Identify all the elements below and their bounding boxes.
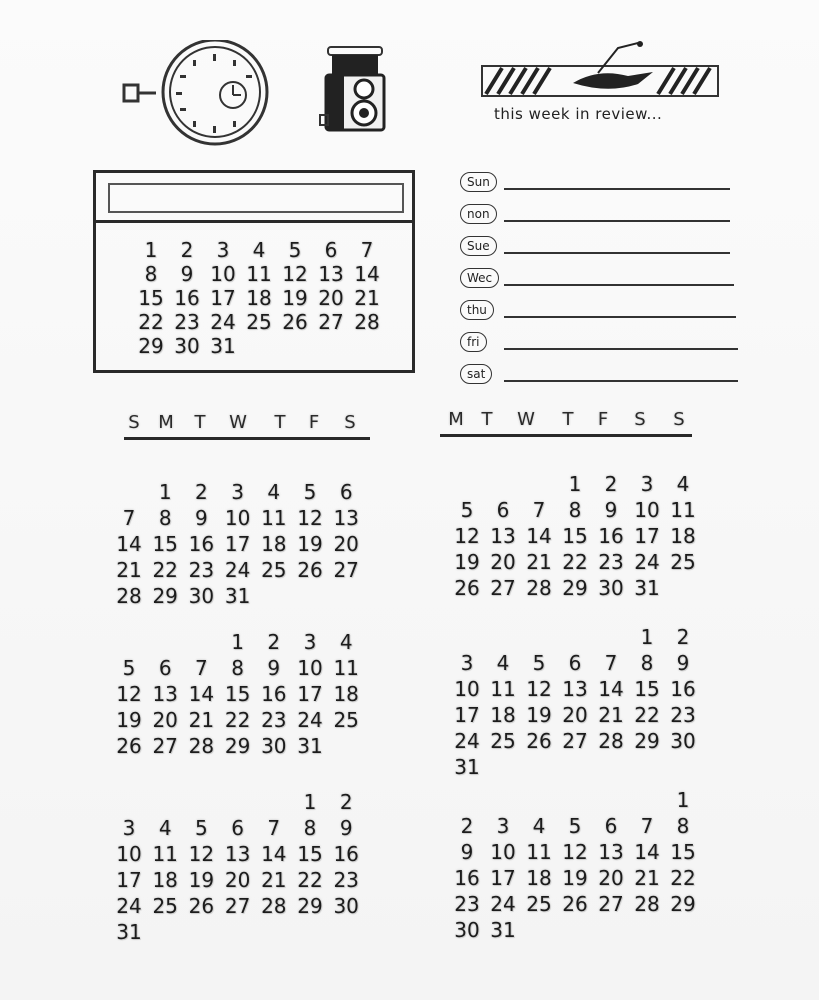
calendar-day: 3 (231, 480, 244, 504)
calendar-day: 3 (460, 651, 474, 675)
calendar-day: 30 (333, 894, 359, 918)
boxed-calendar-day: 14 (354, 262, 380, 286)
boxed-calendar-day: 11 (246, 262, 272, 286)
calendar-day: 3 (122, 816, 136, 840)
calendar-day: 17 (297, 682, 323, 706)
calendar-day: 31 (224, 584, 251, 608)
calendar-day: 19 (116, 708, 142, 732)
weekday-header-letter: T (274, 412, 286, 433)
calendar-day: 20 (224, 868, 251, 892)
weekday-oval-label: thu (460, 300, 494, 320)
boxed-calendar-day: 7 (360, 238, 374, 262)
calendar-day: 22 (152, 558, 178, 582)
weekday-row (460, 236, 760, 260)
calendar-day: 10 (454, 677, 480, 701)
boxed-calendar-day: 25 (246, 310, 272, 334)
boxed-calendar-day: 12 (282, 262, 308, 286)
calendar-day: 13 (152, 682, 178, 706)
boxed-calendar-day: 26 (282, 310, 308, 334)
weekday-header-letter: T (481, 409, 493, 430)
calendar-day: 6 (604, 814, 618, 838)
calendar-day: 4 (339, 630, 353, 654)
calendar-day: 3 (303, 630, 317, 654)
calendar-day: 25 (670, 550, 696, 574)
calendar-day: 16 (261, 682, 287, 706)
weekday-header-letter: T (562, 409, 574, 430)
calendar-day: 24 (224, 558, 251, 582)
boxed-calendar-day: 6 (324, 238, 338, 262)
calendar-day: 22 (224, 708, 251, 732)
calendar-day: 6 (231, 816, 244, 840)
weekday-oval-label: sat (460, 364, 492, 384)
calendar-day: 27 (598, 892, 624, 916)
calendar-day: 21 (598, 703, 624, 727)
boxed-calendar-divider (96, 220, 412, 223)
calendar-day: 18 (261, 532, 287, 556)
calendar-day: 13 (333, 506, 359, 530)
calendar-day: 11 (261, 506, 287, 530)
calendar-day: 8 (158, 506, 172, 530)
calendar-day: 9 (460, 840, 474, 864)
calendar-day: 30 (598, 576, 624, 600)
calendar-day: 10 (116, 842, 142, 866)
calendar-day: 28 (598, 729, 624, 753)
boxed-calendar-day: 8 (144, 262, 158, 286)
calendar-day: 19 (454, 550, 480, 574)
calendar-day: 29 (297, 894, 323, 918)
calendar-day: 13 (562, 677, 588, 701)
calendar-day: 7 (122, 506, 136, 530)
calendar-day: 19 (562, 866, 588, 890)
calendar-day: 6 (496, 498, 510, 522)
calendar-day: 28 (116, 584, 142, 608)
weekday-header-letter: W (229, 412, 247, 433)
calendar-day: 28 (261, 894, 287, 918)
calendar-day: 4 (496, 651, 510, 675)
calendar-day: 15 (152, 532, 178, 556)
calendar-day: 2 (676, 625, 690, 649)
boxed-calendar-day: 23 (174, 310, 200, 334)
calendar-day: 26 (526, 729, 552, 753)
calendar-day: 14 (634, 840, 660, 864)
calendar-day: 20 (333, 532, 359, 556)
header-rule-left (124, 437, 370, 440)
calendar-day: 30 (188, 584, 215, 608)
calendar-day: 9 (267, 656, 281, 680)
calendar-day: 14 (116, 532, 142, 556)
washi-tape-bird-icon (478, 38, 728, 108)
boxed-calendar-day: 18 (246, 286, 272, 310)
calendar-day: 18 (152, 868, 178, 892)
calendar-day: 18 (670, 524, 696, 548)
calendar-day: 10 (634, 498, 660, 522)
weekday-header-letter: S (673, 409, 685, 430)
calendar-day: 18 (526, 866, 552, 890)
calendar-day: 26 (116, 734, 142, 758)
weekday-oval-label: fri (460, 332, 487, 352)
calendar-day: 7 (195, 656, 208, 680)
calendar-day: 21 (116, 558, 142, 582)
calendar-day: 2 (460, 814, 474, 838)
calendar-day: 22 (634, 703, 660, 727)
calendar-day: 1 (640, 625, 654, 649)
calendar-day: 20 (562, 703, 588, 727)
calendar-day: 29 (634, 729, 660, 753)
tape-caption: this week in review... (494, 105, 663, 123)
calendar-day: 5 (303, 480, 317, 504)
calendar-day: 13 (598, 840, 624, 864)
calendar-day: 9 (195, 506, 208, 530)
weekday-row (460, 204, 760, 228)
calendar-day: 8 (303, 816, 317, 840)
calendar-day: 12 (297, 506, 323, 530)
calendar-day: 21 (261, 868, 287, 892)
calendar-day: 11 (333, 656, 359, 680)
weekday-row (460, 172, 760, 196)
boxed-calendar-day: 3 (216, 238, 230, 262)
calendar-day: 25 (333, 708, 359, 732)
weekday-header-letter: M (448, 409, 464, 430)
calendar-day: 15 (670, 840, 696, 864)
calendar-day: 31 (116, 920, 142, 944)
weekday-oval-label: non (460, 204, 497, 224)
calendar-day: 11 (490, 677, 516, 701)
calendar-day: 16 (454, 866, 480, 890)
calendar-day: 31 (634, 576, 660, 600)
weekday-writing-line (504, 220, 730, 222)
boxed-calendar-day: 1 (144, 238, 158, 262)
calendar-day: 30 (670, 729, 696, 753)
calendar-day: 19 (188, 868, 215, 892)
calendar-day: 13 (490, 524, 516, 548)
calendar-day: 20 (152, 708, 178, 732)
boxed-calendar-day: 10 (210, 262, 236, 286)
boxed-calendar-day: 9 (180, 262, 194, 286)
calendar-day: 21 (188, 708, 215, 732)
calendar-day: 16 (670, 677, 696, 701)
calendar-day: 4 (158, 816, 172, 840)
calendar-day: 9 (676, 651, 690, 675)
boxed-calendar-day: 31 (210, 334, 236, 358)
calendar-day: 23 (598, 550, 624, 574)
weekday-oval-label: Sue (460, 236, 497, 256)
weekday-header-letter: S (128, 412, 140, 433)
calendar-day: 24 (634, 550, 660, 574)
calendar-day: 17 (454, 703, 480, 727)
calendar-day: 26 (454, 576, 480, 600)
boxed-calendar-day: 15 (138, 286, 164, 310)
calendar-day: 31 (454, 755, 480, 779)
calendar-day: 17 (224, 532, 251, 556)
weekday-writing-line (504, 284, 734, 286)
weekday-writing-line (504, 316, 736, 318)
calendar-day: 1 (303, 790, 317, 814)
calendar-day: 20 (598, 866, 624, 890)
boxed-calendar-day: 21 (354, 286, 380, 310)
boxed-calendar-day: 30 (174, 334, 200, 358)
calendar-day: 25 (152, 894, 178, 918)
calendar-day: 3 (496, 814, 510, 838)
calendar-day: 1 (231, 630, 244, 654)
calendar-day: 11 (670, 498, 696, 522)
calendar-day: 27 (224, 894, 251, 918)
calendar-day: 4 (267, 480, 281, 504)
calendar-day: 19 (526, 703, 552, 727)
calendar-day: 28 (526, 576, 552, 600)
calendar-day: 6 (339, 480, 353, 504)
calendar-day: 17 (116, 868, 142, 892)
calendar-day: 12 (454, 524, 480, 548)
weekday-oval-label: Wec (460, 268, 499, 288)
calendar-day: 19 (297, 532, 323, 556)
boxed-calendar-day: 13 (318, 262, 344, 286)
weekday-writing-line (504, 348, 738, 350)
weekday-row (460, 364, 760, 388)
calendar-day: 29 (670, 892, 696, 916)
calendar-day: 15 (224, 682, 251, 706)
calendar-day: 27 (152, 734, 178, 758)
weekday-header-letter: S (344, 412, 356, 433)
calendar-day: 24 (490, 892, 516, 916)
calendar-day: 23 (333, 868, 359, 892)
calendar-day: 7 (267, 816, 281, 840)
calendar-day: 2 (339, 790, 353, 814)
calendar-day: 15 (634, 677, 660, 701)
calendar-day: 10 (224, 506, 251, 530)
boxed-calendar-day: 22 (138, 310, 164, 334)
calendar-day: 22 (562, 550, 588, 574)
weekday-header-letter: M (158, 412, 174, 433)
calendar-day: 30 (261, 734, 287, 758)
calendar-day: 5 (460, 498, 474, 522)
calendar-day: 5 (195, 816, 208, 840)
weekday-writing-line (504, 252, 730, 254)
calendar-day: 26 (297, 558, 323, 582)
calendar-day: 8 (640, 651, 654, 675)
calendar-day: 7 (640, 814, 654, 838)
weekday-header-letter: S (634, 409, 646, 430)
calendar-day: 3 (640, 472, 654, 496)
calendar-day: 9 (604, 498, 618, 522)
boxed-calendar-day: 17 (210, 286, 236, 310)
boxed-calendar-day: 24 (210, 310, 236, 334)
calendar-day: 12 (188, 842, 215, 866)
calendar-day: 7 (532, 498, 546, 522)
calendar-day: 17 (490, 866, 516, 890)
calendar-day: 25 (526, 892, 552, 916)
weekday-row (460, 332, 760, 356)
calendar-day: 27 (333, 558, 359, 582)
calendar-day: 21 (526, 550, 552, 574)
calendar-day: 23 (188, 558, 215, 582)
boxed-calendar-day: 27 (318, 310, 344, 334)
calendar-day: 24 (297, 708, 323, 732)
calendar-day: 23 (670, 703, 696, 727)
calendar-day: 16 (598, 524, 624, 548)
calendar-day: 27 (490, 576, 516, 600)
calendar-day: 14 (598, 677, 624, 701)
boxed-calendar-day: 29 (138, 334, 164, 358)
calendar-day: 13 (224, 842, 251, 866)
calendar-day: 8 (676, 814, 690, 838)
calendar-day: 1 (568, 472, 582, 496)
calendar-day: 10 (490, 840, 516, 864)
calendar-day: 25 (490, 729, 516, 753)
calendar-day: 31 (490, 918, 516, 942)
calendar-day: 7 (604, 651, 618, 675)
weekday-header-letter: F (597, 409, 609, 430)
calendar-day: 12 (116, 682, 142, 706)
calendar-day: 4 (532, 814, 546, 838)
boxed-calendar-day: 19 (282, 286, 308, 310)
calendar-day: 6 (568, 651, 582, 675)
boxed-calendar-day: 4 (252, 238, 266, 262)
calendar-day: 16 (333, 842, 359, 866)
boxed-calendar-title-bar (108, 183, 404, 213)
calendar-day: 26 (562, 892, 588, 916)
calendar-day: 12 (526, 677, 552, 701)
calendar-day: 2 (267, 630, 281, 654)
calendar-day: 30 (454, 918, 480, 942)
calendar-day: 26 (188, 894, 215, 918)
calendar-day: 22 (297, 868, 323, 892)
calendar-day: 24 (116, 894, 142, 918)
weekday-writing-line (504, 188, 730, 190)
calendar-day: 4 (676, 472, 690, 496)
weekday-oval-label: Sun (460, 172, 497, 192)
calendar-day: 5 (532, 651, 546, 675)
calendar-day: 22 (670, 866, 696, 890)
calendar-day: 15 (562, 524, 588, 548)
weekday-header-letter: F (308, 412, 320, 433)
weekday-row (460, 268, 760, 292)
calendar-day: 31 (297, 734, 323, 758)
calendar-day: 23 (454, 892, 480, 916)
calendar-day: 28 (634, 892, 660, 916)
calendar-day: 27 (562, 729, 588, 753)
calendar-day: 5 (122, 656, 136, 680)
boxed-calendar-day: 28 (354, 310, 380, 334)
calendar-day: 18 (333, 682, 359, 706)
calendar-day: 29 (224, 734, 251, 758)
calendar-day: 25 (261, 558, 287, 582)
calendar-day: 17 (634, 524, 660, 548)
calendar-day: 5 (568, 814, 582, 838)
weekday-row (460, 300, 760, 324)
calendar-day: 14 (188, 682, 215, 706)
header-rule-right (440, 434, 692, 437)
calendar-day: 24 (454, 729, 480, 753)
calendar-day: 16 (188, 532, 215, 556)
boxed-calendar-day: 2 (180, 238, 194, 262)
calendar-day: 1 (676, 788, 690, 812)
calendar-day: 2 (195, 480, 208, 504)
calendar-day: 12 (562, 840, 588, 864)
camera-icon (318, 45, 394, 140)
calendar-day: 9 (339, 816, 353, 840)
boxed-calendar-day: 5 (288, 238, 302, 262)
calendar-day: 1 (158, 480, 172, 504)
calendar-day: 14 (261, 842, 287, 866)
calendar-day: 6 (158, 656, 172, 680)
calendar-day: 8 (568, 498, 582, 522)
calendar-day: 23 (261, 708, 287, 732)
calendar-day: 15 (297, 842, 323, 866)
calendar-day: 10 (297, 656, 323, 680)
weekday-header-letter: T (194, 412, 206, 433)
boxed-calendar-day: 20 (318, 286, 344, 310)
weekday-writing-line (504, 380, 738, 382)
calendar-day: 11 (152, 842, 178, 866)
calendar-day: 18 (490, 703, 516, 727)
calendar-day: 28 (188, 734, 215, 758)
calendar-day: 29 (152, 584, 178, 608)
calendar-day: 2 (604, 472, 618, 496)
calendar-day: 11 (526, 840, 552, 864)
boxed-calendar-day: 16 (174, 286, 200, 310)
calendar-day: 8 (231, 656, 244, 680)
weekday-header-letter: W (517, 409, 535, 430)
calendar-day: 20 (490, 550, 516, 574)
pocket-watch-icon (120, 40, 280, 150)
calendar-day: 29 (562, 576, 588, 600)
calendar-day: 14 (526, 524, 552, 548)
calendar-day: 21 (634, 866, 660, 890)
